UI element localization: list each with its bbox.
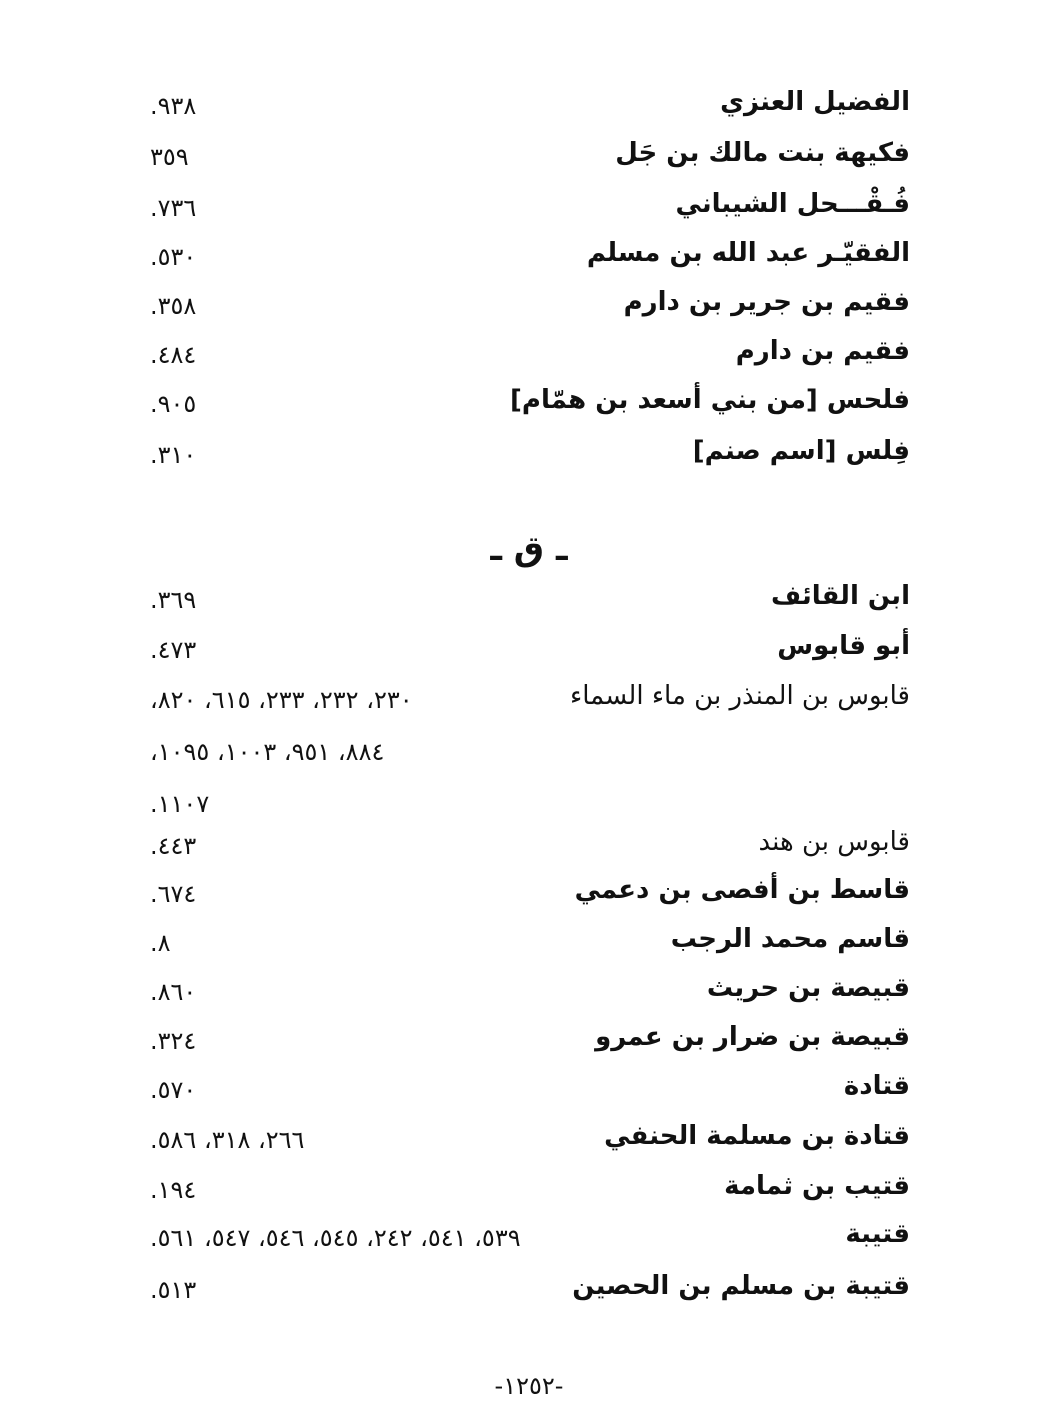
entry-name: قبيصة بن ضرار بن عمرو xyxy=(595,1022,910,1052)
index-entry xyxy=(150,818,910,866)
entry-name: قتيب بن ثمامة xyxy=(724,1171,910,1201)
index-entry xyxy=(150,572,910,620)
entry-pages: ٣٥٨. xyxy=(150,292,197,320)
index-entry xyxy=(150,1262,910,1310)
entry-pages: ٤٧٣. xyxy=(150,636,197,664)
entry-name: قابوس بن هند xyxy=(758,827,910,857)
index-entry-continuation xyxy=(150,776,910,824)
entry-name: قتيبة xyxy=(845,1219,910,1249)
index-entry xyxy=(150,1210,910,1258)
index-entry xyxy=(150,964,910,1012)
entry-pages: ٣١٠. xyxy=(150,441,197,469)
index-entry xyxy=(150,915,910,963)
entry-name: فقيم بن جرير بن دارم xyxy=(623,287,910,317)
index-entry xyxy=(150,129,910,177)
index-entry xyxy=(150,376,910,424)
index-entry-continuation xyxy=(150,724,910,772)
entry-pages: ٤٤٣. xyxy=(150,832,197,860)
entry-pages: ٣٢٤. xyxy=(150,1027,197,1055)
entry-pages: ٩٣٨. xyxy=(150,92,197,120)
entry-name: ابن القائف xyxy=(770,581,910,611)
entry-name: قتادة xyxy=(843,1071,910,1101)
entry-name: فكيهة بنت مالك بن جَل xyxy=(615,138,910,168)
entry-name: قتادة بن مسلمة الحنفي xyxy=(604,1121,910,1151)
entry-pages: ٩٠٥. xyxy=(150,390,197,418)
entry-name: فلحس [من بني أسعد بن همّام] xyxy=(510,385,910,415)
entry-name: قابوس بن المنذر بن ماء السماء xyxy=(570,681,910,711)
entry-name: قتيبة بن مسلم بن الحصين xyxy=(572,1271,910,1301)
entry-name: أبو قابوس xyxy=(777,631,910,661)
entry-pages: ٣٦٩. xyxy=(150,586,197,614)
index-entry xyxy=(150,1112,910,1160)
index-entry xyxy=(150,180,910,228)
index-entry xyxy=(150,866,910,914)
entry-pages: ٧٣٦. xyxy=(150,194,197,222)
index-entry xyxy=(150,278,910,326)
entry-pages: ١٩٤. xyxy=(150,1176,197,1204)
entry-pages: ٢٣٠، ٢٣٢، ٢٣٣، ٦١٥، ٨٢٠، xyxy=(150,686,413,714)
entry-name: قاسم محمد الرجب xyxy=(670,924,910,954)
entry-pages: ٨. xyxy=(150,929,171,957)
entry-pages: ٢٦٦، ٣١٨، ٥٨٦. xyxy=(150,1126,305,1154)
entry-pages: ٤٨٤. xyxy=(150,341,197,369)
entry-pages: ١١٠٧. xyxy=(150,790,210,818)
entry-pages: ٣٥٩ xyxy=(150,143,189,171)
entry-pages: ٨٦٠. xyxy=(150,978,197,1006)
entry-name: فُـقْـــحل الشيباني xyxy=(675,189,910,219)
index-entry xyxy=(150,672,910,720)
entry-name: قاسط بن أفصى بن دعمي xyxy=(574,875,910,905)
section-heading: ـ ق ـ xyxy=(490,529,568,569)
entry-pages: ٥٣٠. xyxy=(150,243,197,271)
entry-pages: ٨٨٤، ٩٥١، ١٠٠٣، ١٠٩٥، xyxy=(150,738,385,766)
index-entry xyxy=(150,1062,910,1110)
entry-name: فِلس [اسم صنم] xyxy=(692,436,910,466)
index-entry xyxy=(150,1162,910,1210)
entry-name: الفضيل العنزي xyxy=(720,87,910,117)
entry-name: الفقيّـر عبد الله بن مسلم xyxy=(586,238,910,268)
entry-pages: ٦٧٤. xyxy=(150,880,197,908)
entry-pages: ٥٣٩، ٥٤١، ٢٤٢، ٥٤٥، ٥٤٦، ٥٤٧، ٥٦١. xyxy=(150,1224,521,1252)
entry-pages: ٥١٣. xyxy=(150,1276,197,1304)
page-number: -١٢٥٢- xyxy=(494,1372,564,1400)
index-entry xyxy=(150,1013,910,1061)
index-entry xyxy=(150,622,910,670)
index-entry xyxy=(150,427,910,475)
entry-name: فقيم بن دارم xyxy=(735,336,910,366)
index-entry xyxy=(150,327,910,375)
index-entry xyxy=(150,78,910,126)
index-entry xyxy=(150,229,910,277)
entry-name: قبيصة بن حريث xyxy=(706,973,910,1003)
entry-pages: ٥٧٠. xyxy=(150,1076,197,1104)
